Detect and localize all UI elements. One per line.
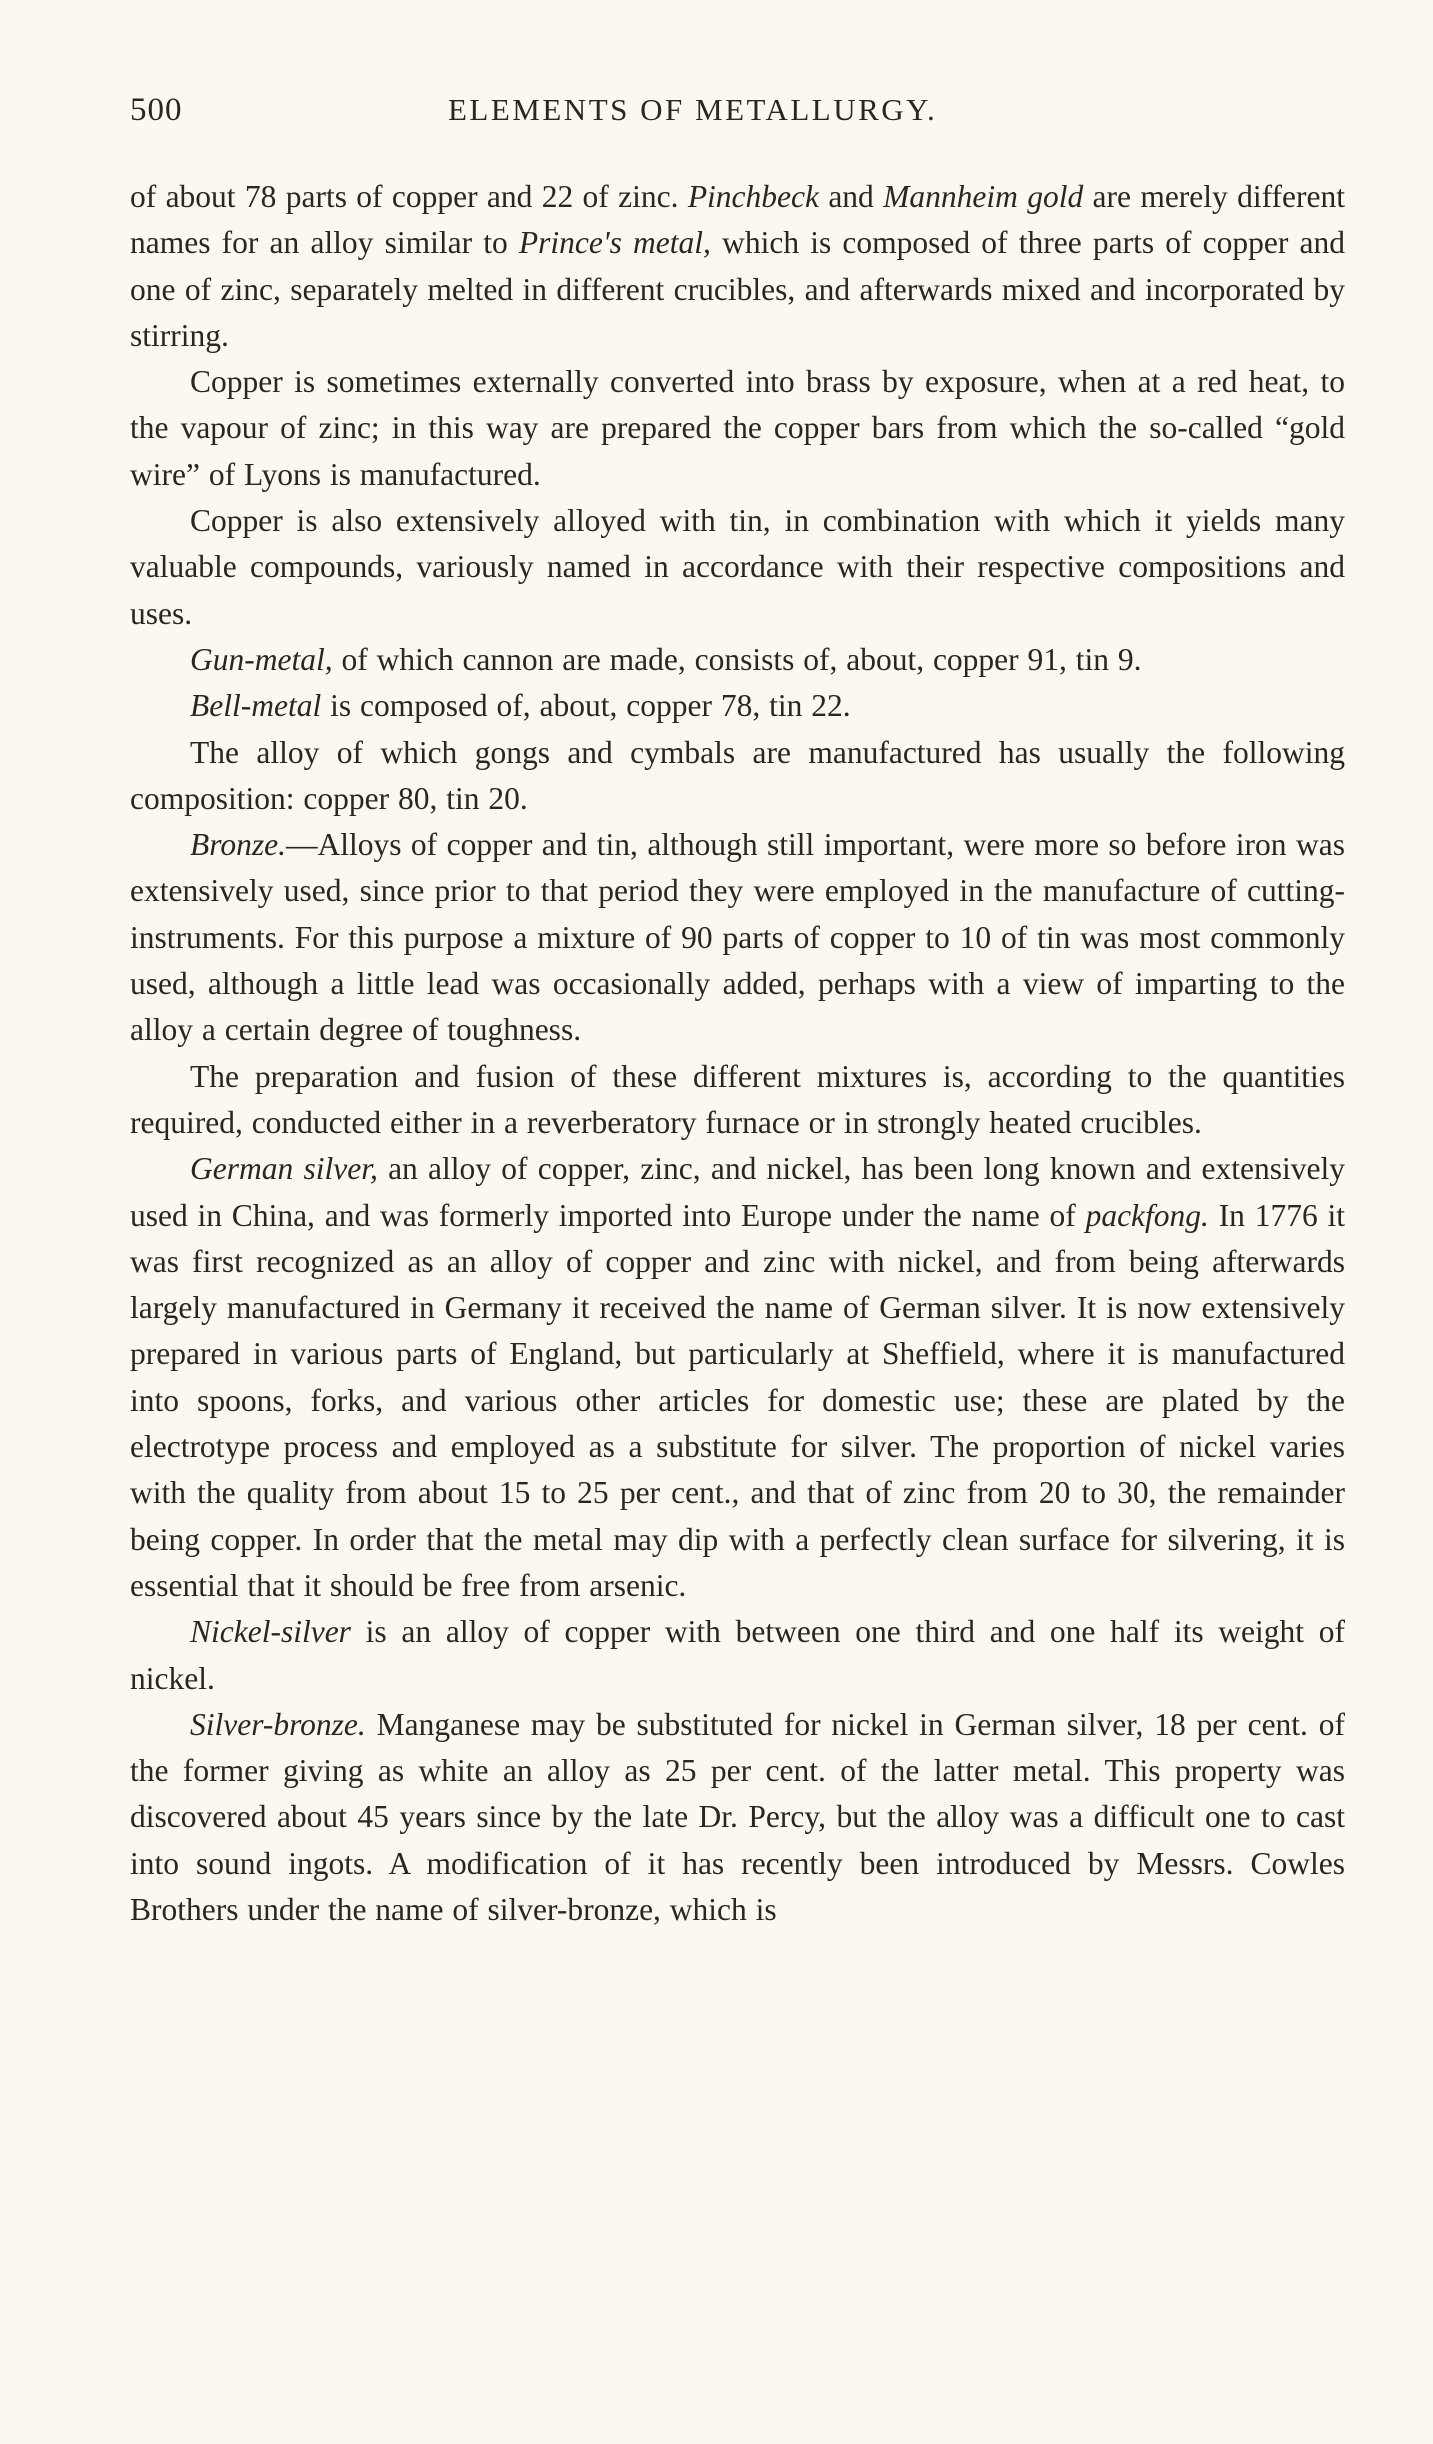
running-title: ELEMENTS OF METALLURGY. — [448, 92, 938, 127]
paragraph — [130, 730, 1345, 823]
paragraph — [130, 1702, 1345, 1933]
text-run: is an alloy of copper with between one third and one half its weight of nickel. — [130, 1614, 1345, 1696]
paragraph — [130, 498, 1345, 637]
text-run: an alloy of copper, zinc, and nickel, has been long known and extensively used in China, and was formerly imported into Europe under the name of — [130, 1151, 1345, 1233]
text-run: In 1776 it was first recognized as an alloy of copper and zinc with nickel, and from being afterwards largely manufactured in Germany it received the name of German silver. It is now extensively prepared in various parts of England, but particularly at Sheffield, where it is manufactured into spoons, forks, and various other articles for domestic use; these are plated by the electrotype process and employed as a substitute for silver. The proportion of nickel varies with the quality from about 15 to 25 per cent., and that of zinc from 20 to 30, the remainder being copper. In order that the metal may dip with a perfectly clean surface for silvering, it is essential that it should be free from arsenic. — [130, 1197, 1345, 1603]
text-run: of about 78 parts of copper and 22 of zinc. — [130, 179, 688, 214]
italic-term: Prince's metal, — [518, 225, 711, 261]
paragraph — [130, 359, 1345, 498]
text-run: The alloy of which gongs and cymbals are manufactured has usually the following composition: copper 80, tin 20. — [130, 734, 1345, 816]
italic-term: Bronze. — [190, 827, 286, 863]
paragraph — [130, 174, 1345, 359]
text-run: is composed of, about, copper 78, tin 22. — [321, 688, 851, 724]
paragraph — [130, 1609, 1345, 1702]
text-run: are merely different names for an alloy similar to — [130, 179, 1345, 261]
page-number: 500 — [130, 92, 183, 128]
paragraph — [130, 683, 1345, 729]
paragraph — [130, 637, 1345, 683]
paragraph — [130, 1146, 1345, 1609]
italic-term: Nickel-silver — [190, 1614, 351, 1650]
text-run: and — [818, 179, 884, 214]
paragraph — [130, 822, 1345, 1053]
text-run: The preparation and fusion of these different mixtures is, according to the quantities required, conducted either in a reverberatory furnace or in strongly heated crucibles. — [130, 1058, 1345, 1140]
text-run: Copper is also extensively alloyed with tin, in combination with which it yields many valuable compounds, variously named in accordance with their respective compositions and uses. — [130, 503, 1345, 631]
book-page — [130, 92, 1345, 1933]
italic-term: Bell-metal — [190, 688, 322, 724]
text-run: of which cannon are made, consists of, about, copper 91, tin 9. — [332, 641, 1142, 677]
italic-term: Gun-metal, — [190, 641, 333, 677]
text-run: Copper is sometimes externally converted into brass by exposure, when at a red heat, to the vapour of zinc; in this way are prepared the copper bars from which the so-called “gold wire” of Lyons is manufactured. — [130, 364, 1345, 492]
text-run: Manganese may be substituted for nickel in German silver, 18 per cent. of the former giving as white an alloy as 25 per cent. of the latter metal. This property was discovered about 45 years since by the late Dr. Percy, but the alloy was a difficult one to cast into sound ingots. A modification of it has recently been introduced by Messrs. Cowles Brothers under the name of silver-bronze, which is — [130, 1706, 1345, 1927]
paragraph — [130, 1054, 1345, 1147]
italic-term: German silver, — [190, 1151, 378, 1187]
text-run: which is composed of three parts of copper and one of zinc, separately melted in different crucibles, and afterwards mixed and incorporated by stirring. — [130, 225, 1346, 353]
italic-term: Silver-bronze. — [190, 1706, 366, 1742]
body-text — [130, 174, 1345, 1933]
italic-term: Mannheim gold — [883, 179, 1084, 214]
italic-term: packfong. — [1085, 1197, 1209, 1233]
page-header — [130, 92, 1345, 142]
italic-term: Pinchbeck — [687, 179, 819, 214]
text-run: —Alloys of copper and tin, although still important, were more so before iron was extensively used, since prior to that period they were employed in the manufacture of cutting-instruments. For this purpose a mixture of 90 parts of copper to 10 of tin was most commonly used, although a little lead was occasionally added, perhaps with a view of imparting to the alloy a certain degree of toughness. — [130, 827, 1345, 1048]
